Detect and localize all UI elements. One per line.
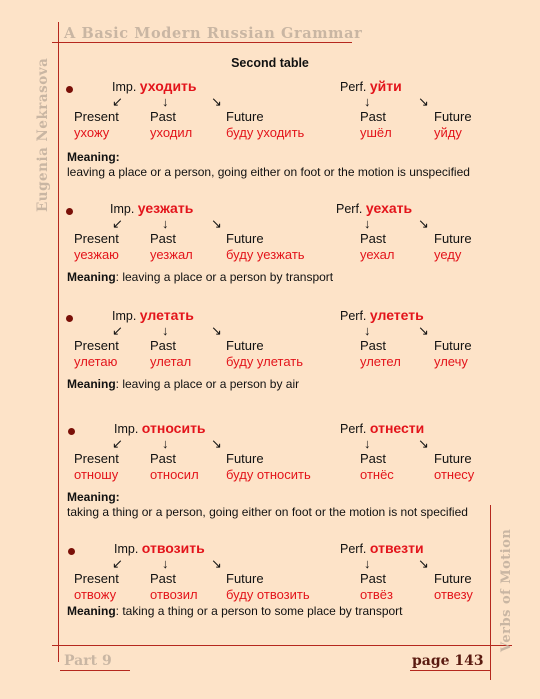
arrow-icon: ↓ — [364, 94, 371, 109]
verb-form: буду уходить — [226, 125, 305, 140]
verb-form: буду уезжать — [226, 247, 305, 262]
tense-label: Future — [226, 338, 264, 353]
meaning-label: Meaning — [67, 270, 116, 284]
tense-label: Future — [434, 231, 472, 246]
verb-form: отвезу — [434, 587, 473, 602]
verb-form: буду улетать — [226, 354, 304, 369]
perfective-label: Perf. — [340, 80, 367, 94]
arrow-icon: ↘ — [418, 436, 429, 451]
verb-form: отношу — [74, 467, 119, 482]
arrow-icon: ↘ — [211, 323, 222, 338]
perfective-heading — [336, 200, 412, 216]
tense-label: Past — [360, 571, 387, 586]
verb-form: улечу — [434, 354, 468, 369]
tense-label: Present — [74, 338, 119, 353]
tense-label: Past — [360, 231, 387, 246]
meaning-label: Meaning — [67, 377, 116, 391]
arrow-icon: ↘ — [418, 94, 429, 109]
imperfective-verb: улетать — [139, 307, 194, 323]
arrow-icon: ↙ — [112, 556, 123, 571]
verb-form: ухожу — [74, 125, 110, 140]
imperfective-heading — [112, 307, 194, 323]
verb-form: уехал — [360, 247, 395, 262]
arrow-icon: ↙ — [112, 216, 123, 231]
bottom-rule — [52, 645, 512, 646]
arrow-icon: ↘ — [211, 216, 222, 231]
imperfective-heading — [110, 200, 193, 216]
tense-label: Future — [226, 571, 264, 586]
meaning-label: Meaning: — [67, 490, 120, 504]
arrow-icon: ↘ — [418, 556, 429, 571]
arrow-icon: ↘ — [418, 216, 429, 231]
verb-form: уезжал — [150, 247, 193, 262]
bullet-icon — [68, 548, 75, 555]
imperfective-label: Imp. — [114, 542, 139, 556]
meaning-description: : leaving a place or a person by transport — [115, 270, 334, 284]
arrow-icon: ↘ — [418, 323, 429, 338]
imperfective-verb: уезжать — [137, 200, 194, 216]
tense-label: Future — [434, 451, 472, 466]
chapter-side-title: Verbs of Motion — [499, 528, 514, 652]
arrow-icon: ↘ — [211, 556, 222, 571]
tense-label: Future — [434, 338, 472, 353]
meaning-description: leaving a place or a person, going either on foot or the motion is unspecified — [67, 165, 470, 179]
arrow-icon: ↓ — [162, 556, 169, 571]
imperfective-label: Imp. — [112, 309, 137, 323]
verb-form: относил — [150, 467, 199, 482]
tense-label: Past — [360, 338, 387, 353]
perfective-heading — [340, 307, 424, 323]
tense-label: Future — [226, 231, 264, 246]
meaning-label: Meaning: — [67, 150, 120, 164]
perfective-label: Perf. — [340, 309, 367, 323]
arrow-icon: ↓ — [364, 556, 371, 571]
arrow-icon: ↓ — [364, 216, 371, 231]
verb-form: ушёл — [360, 125, 392, 140]
arrow-icon: ↘ — [211, 94, 222, 109]
author-name: Eugenia Nekrasova — [35, 57, 51, 212]
page-number: page 143 — [412, 653, 484, 669]
meaning-description: : taking a thing or a person to some place by transport — [115, 604, 403, 618]
imperfective-label: Imp. — [110, 202, 135, 216]
verb-form: уходил — [150, 125, 193, 140]
arrow-icon: ↙ — [112, 94, 123, 109]
perfective-label: Perf. — [340, 422, 367, 436]
arrow-icon: ↙ — [112, 436, 123, 451]
verb-form: буду относить — [226, 467, 311, 482]
imperfective-label: Imp. — [112, 80, 137, 94]
meaning-text — [67, 490, 497, 520]
table-title: Second table — [231, 56, 309, 70]
verb-form: отнесу — [434, 467, 475, 482]
tense-label: Present — [74, 571, 119, 586]
meaning-text — [67, 270, 497, 285]
perfective-verb: улететь — [369, 307, 424, 323]
tense-label: Present — [74, 109, 119, 124]
tense-label: Present — [74, 451, 119, 466]
bullet-icon — [66, 208, 73, 215]
perfective-label: Perf. — [340, 542, 367, 556]
verb-form: улетел — [360, 354, 401, 369]
imperfective-verb: уходить — [139, 78, 197, 94]
meaning-description: : leaving a place or a person by air — [115, 377, 300, 391]
meaning-text — [67, 604, 497, 619]
arrow-icon: ↘ — [211, 436, 222, 451]
arrow-icon: ↓ — [162, 216, 169, 231]
arrow-icon: ↓ — [162, 94, 169, 109]
part-label: Part 9 — [64, 653, 112, 669]
meaning-text — [67, 150, 497, 180]
tense-label: Future — [226, 451, 264, 466]
perfective-verb: отнести — [369, 420, 425, 436]
right-rule — [490, 505, 491, 680]
imperfective-heading — [112, 78, 197, 94]
perfective-verb: уехать — [365, 200, 413, 216]
tense-label: Past — [150, 451, 177, 466]
left-rule — [58, 22, 59, 662]
arrow-icon: ↙ — [112, 323, 123, 338]
verb-form: отвозил — [150, 587, 198, 602]
book-title: A Basic Modern Russian Grammar — [64, 25, 363, 42]
tense-label: Past — [360, 451, 387, 466]
perfective-heading — [340, 78, 402, 94]
bullet-icon — [66, 315, 73, 322]
perfective-verb: отвезти — [369, 540, 424, 556]
tense-label: Future — [434, 571, 472, 586]
tense-label: Present — [74, 231, 119, 246]
tense-label: Past — [360, 109, 387, 124]
verb-form: буду отвозить — [226, 587, 310, 602]
top-rule — [52, 42, 352, 43]
meaning-label: Meaning — [67, 604, 116, 618]
verb-form: отвёз — [360, 587, 393, 602]
verb-form: уйду — [434, 125, 462, 140]
page-underline — [410, 670, 490, 671]
verb-form: отнёс — [360, 467, 394, 482]
verb-form: улетаю — [74, 354, 118, 369]
arrow-icon: ↓ — [162, 436, 169, 451]
tense-label: Future — [434, 109, 472, 124]
meaning-description: taking a thing or a person, going either on foot or the motion is not specified — [67, 505, 468, 519]
part-underline — [60, 670, 130, 671]
tense-label: Future — [226, 109, 264, 124]
verb-form: уезжаю — [74, 247, 119, 262]
arrow-icon: ↓ — [364, 436, 371, 451]
imperfective-heading — [114, 540, 205, 556]
tense-label: Past — [150, 338, 177, 353]
perfective-heading — [340, 420, 424, 436]
verb-form: отвожу — [74, 587, 117, 602]
bullet-icon — [68, 428, 75, 435]
imperfective-verb: отвозить — [141, 540, 205, 556]
bullet-icon — [66, 86, 73, 93]
perfective-heading — [340, 540, 424, 556]
perfective-verb: уйти — [369, 78, 402, 94]
tense-label: Past — [150, 571, 177, 586]
imperfective-verb: относить — [141, 420, 206, 436]
imperfective-label: Imp. — [114, 422, 139, 436]
tense-label: Past — [150, 231, 177, 246]
arrow-icon: ↓ — [364, 323, 371, 338]
verb-form: улетал — [150, 354, 192, 369]
tense-label: Past — [150, 109, 177, 124]
verb-form: уеду — [434, 247, 462, 262]
imperfective-heading — [114, 420, 206, 436]
perfective-label: Perf. — [336, 202, 363, 216]
arrow-icon: ↓ — [162, 323, 169, 338]
meaning-text — [67, 377, 497, 392]
